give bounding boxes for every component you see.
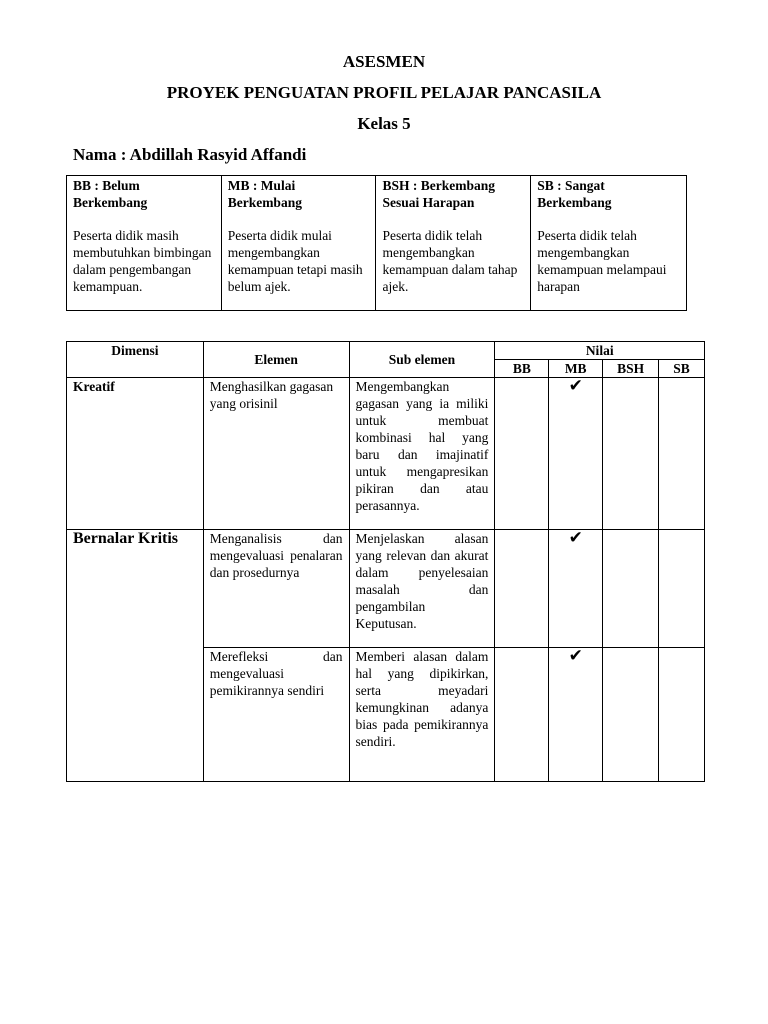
- document-title: ASESMEN: [342, 52, 426, 71]
- header-sb: SB: [659, 360, 705, 378]
- elemen-cell: Merefleksi dan mengevaluasi pemikirannya sendiri: [203, 648, 349, 782]
- legend-cell-sb: [531, 176, 687, 311]
- nilai-mb-check-icon: ✔: [549, 530, 603, 648]
- header-nilai: Nilai: [495, 342, 705, 360]
- student-name: Nama : Abdillah Rasyid Affandi: [73, 145, 307, 164]
- nilai-bsh-cell: [603, 530, 659, 648]
- header-dimensi: Dimensi: [67, 342, 204, 378]
- sub-elemen-cell: Menjelaskan alasan yang relevan dan akurat dalam penyelesaian masalah dan pengambilan Keputusan.: [349, 530, 495, 648]
- header-sub-elemen: Sub elemen: [349, 342, 495, 378]
- legend-description: Peserta didik masih membutuhkan bimbingan dalam pengembangan kemampuan.: [73, 228, 212, 294]
- table-row: [67, 530, 705, 648]
- dimensi-cell: Kreatif: [67, 378, 204, 530]
- legend-heading: BB : Belum Berkembang: [73, 178, 148, 210]
- nilai-bb-cell: [495, 378, 549, 530]
- legend-description: Peserta didik telah mengembangkan kemampuan dalam tahap ajek.: [382, 228, 518, 294]
- nilai-bsh-cell: [603, 378, 659, 530]
- legend-cell-bsh: [376, 176, 531, 311]
- class-label: Kelas 5: [357, 114, 411, 133]
- dimensi-cell: Bernalar Kritis: [67, 530, 204, 782]
- nilai-sb-cell: [659, 378, 705, 530]
- elemen-cell: Menghasilkan gagasan yang orisinil: [203, 378, 349, 530]
- header-elemen: Elemen: [203, 342, 349, 378]
- header-bsh: BSH: [603, 360, 659, 378]
- legend-table: [66, 175, 687, 311]
- header-bb: BB: [495, 360, 549, 378]
- elemen-cell: Menganalisis dan mengevaluasi penalaran dan prosedurnya: [203, 530, 349, 648]
- header-mb: MB: [549, 360, 603, 378]
- table-row: [67, 378, 705, 530]
- nilai-bb-cell: [495, 530, 549, 648]
- legend-heading: SB : Sangat Berkembang: [537, 178, 612, 210]
- legend-description: Peserta didik mulai mengembangkan kemampuan tetapi masih belum ajek.: [227, 228, 363, 294]
- nilai-sb-cell: [659, 648, 705, 782]
- nilai-mb-check-icon: ✔: [549, 378, 603, 530]
- nilai-bb-cell: [495, 648, 549, 782]
- assessment-table: [66, 341, 705, 782]
- sub-elemen-cell: Mengembangkan gagasan yang ia miliki untuk membuat kombinasi hal yang baru dan imajinatif untuk mengapresikan pikiran dan atau perasannya.: [349, 378, 495, 530]
- nilai-mb-check-icon: ✔: [549, 648, 603, 782]
- nilai-bsh-cell: [603, 648, 659, 782]
- document-subtitle: PROYEK PENGUATAN PROFIL PELAJAR PANCASILA: [166, 83, 602, 102]
- legend-heading: MB : Mulai Berkembang: [227, 178, 302, 210]
- sub-elemen-cell: Memberi alasan dalam hal yang dipikirkan, serta meyadari kemungkinan adanya bias pada pemikirannya sendiri.: [349, 648, 495, 782]
- legend-cell-mb: [221, 176, 376, 311]
- nilai-sb-cell: [659, 530, 705, 648]
- legend-cell-bb: [67, 176, 222, 311]
- legend-description: Peserta didik telah mengembangkan kemampuan melampaui harapan: [537, 228, 667, 294]
- legend-heading: BSH : Berkembang Sesuai Harapan: [382, 178, 495, 210]
